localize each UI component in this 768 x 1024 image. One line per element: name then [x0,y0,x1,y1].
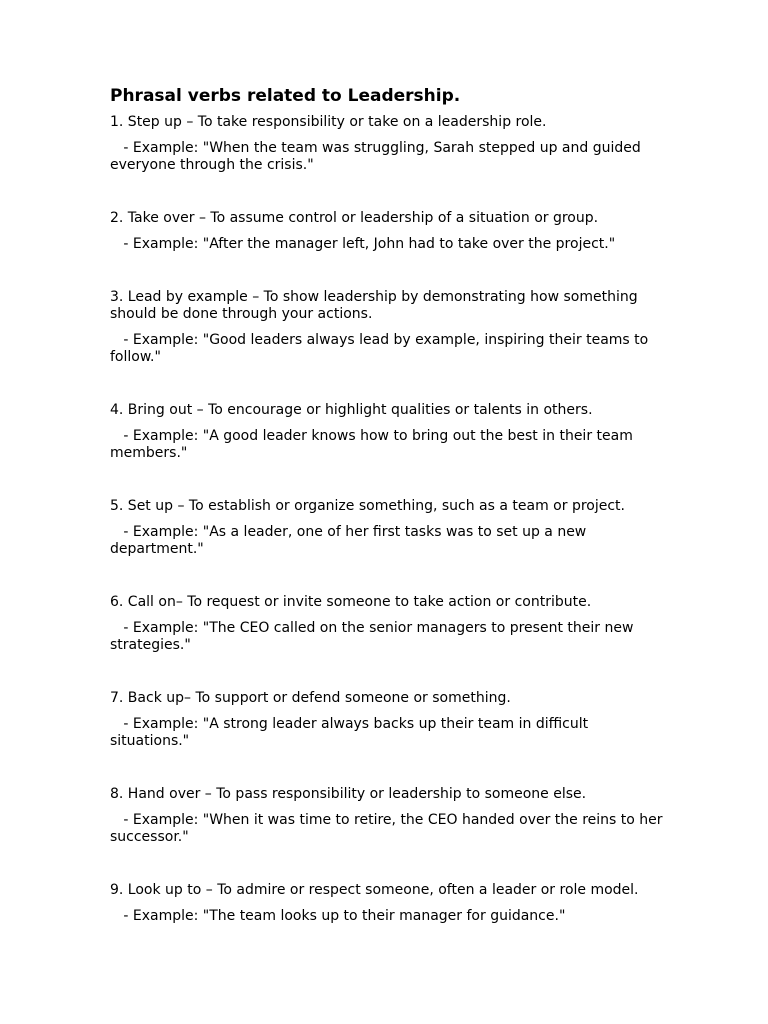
list-item [110,402,670,462]
list-item [110,210,670,253]
page-title: Phrasal verbs related to Leadership. [110,86,461,106]
item-example: - Example: "As a leader, one of her first tasks was to set up a new department." [110,524,591,557]
document-page [110,86,670,925]
item-definition: 2. Take over – To assume control or leadership of a situation or group. [110,210,599,226]
list-item [110,114,670,174]
list-item [110,882,670,925]
item-example: - Example: "A good leader knows how to bring out the best in their team members." [110,428,638,461]
item-example: - Example: "Good leaders always lead by example, inspiring their teams to follow." [110,332,653,365]
spacer [110,846,670,882]
spacer [110,462,670,498]
item-example: - Example: "The team looks up to their manager for guidance." [110,908,566,924]
item-example: - Example: "After the manager left, John had to take over the project." [110,236,616,252]
spacer [110,253,670,289]
item-definition: 3. Lead by example – To show leadership by demonstrating how something should be done through your actions. [110,289,638,322]
spacer [110,366,670,402]
item-example: - Example: "A strong leader always backs up their team in difficult situations." [110,716,593,749]
list-item [110,594,670,654]
spacer [110,750,670,786]
item-example: - Example: "The CEO called on the senior managers to present their new strategies." [110,620,638,653]
item-example: - Example: "When the team was struggling, Sarah stepped up and guided everyone through the crisis." [110,140,646,173]
item-definition: 6. Call on– To request or invite someone to take action or contribute. [110,594,592,610]
list-item [110,498,670,558]
item-definition: 5. Set up – To establish or organize something, such as a team or project. [110,498,625,514]
item-definition: 7. Back up– To support or defend someone or something. [110,690,511,706]
item-example: - Example: "When it was time to retire, the CEO handed over the reins to her successor." [110,812,667,845]
spacer [110,174,670,210]
list-item [110,786,670,846]
item-definition: 8. Hand over – To pass responsibility or leadership to someone else. [110,786,587,802]
item-definition: 1. Step up – To take responsibility or take on a leadership role. [110,114,547,130]
item-definition: 4. Bring out – To encourage or highlight qualities or talents in others. [110,402,593,418]
list-item [110,690,670,750]
spacer [110,654,670,690]
item-definition: 9. Look up to – To admire or respect someone, often a leader or role model. [110,882,639,898]
list-item [110,289,670,366]
spacer [110,558,670,594]
